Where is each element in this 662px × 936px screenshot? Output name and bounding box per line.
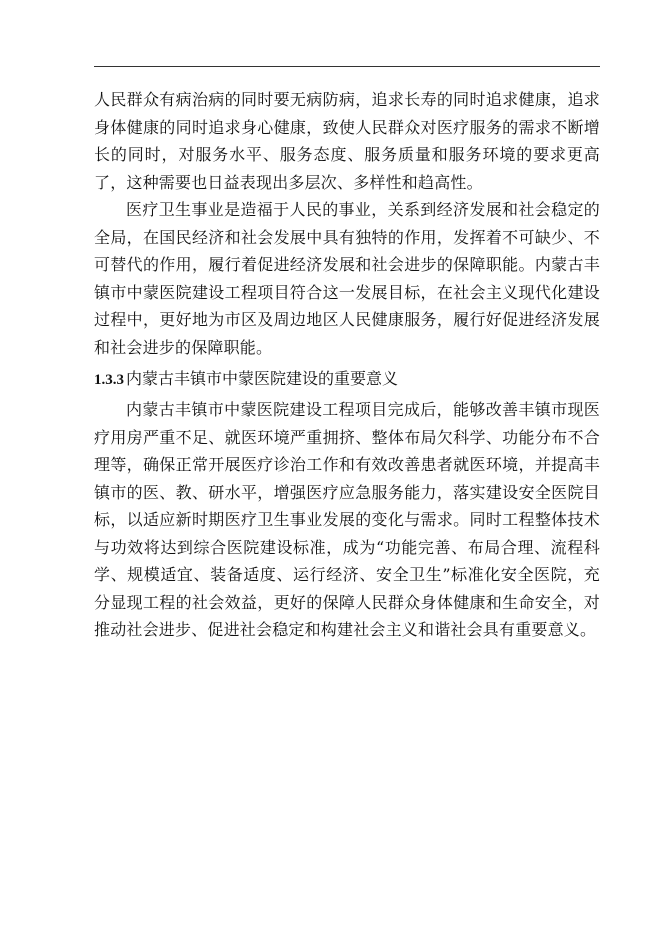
- paragraph-healthcare-mission: 医疗卫生事业是造福于人民的事业，关系到经济发展和社会稳定的全局，在国民经济和社会发展中具有独特的作用，发挥着不可缺少、不可替代的作用，履行着促进经济发展和社会进步的保障职能。内蒙古丰镇市中蒙医院建设工程项目符合这一发展目标，在社会主义现代化建设过程中，更好地为市区及周边地区人民健康服务，履行好促进经济发展和社会进步的保障职能。: [94, 200, 600, 357]
- intro-paragraph: 人民群众有病治病的同时要无病防病，追求长寿的同时追求健康，追求身体健康的同时追求身心健康，致使人民群众对医疗服务的需求不断增长的同时，对服务水平、服务态度、服务质量和服务环境的要求更高了，这种需要也日益表现出多层次、多样性和趋高性。: [94, 90, 600, 192]
- paragraph-significance: 内蒙古丰镇市中蒙医院建设工程项目完成后，能够改善丰镇市现医疗用房严重不足、就医环境严重拥挤、整体布局欠科学、功能分布不合理等，确保正常开展医疗诊治工作和有效改善患者就医环境，并提高丰镇市的医、教、研水平，增强医疗应急服务能力，落实建设安全医院目标，以适应新时期医疗卫生事业发展的变化与需求。同时工程整体技术与功效将达到综合医院建设标准，成为“功能完善、布局合理、流程科学、规模适宜、装备适度、运行经济、安全卫生”标准化安全医院，充分显现工程的社会效益，更好的保障人民群众身体健康和生命安全，对推动社会进步、促进社会稳定和构建社会主义和谐社会具有重要意义。: [94, 400, 600, 639]
- section-number: 1.3.3: [94, 372, 124, 388]
- section-title: 内蒙古丰镇市中蒙医院建设的重要意义: [126, 369, 399, 388]
- document-page: [94, 86, 600, 644]
- section-heading: [94, 365, 600, 394]
- header-rule: [94, 66, 600, 67]
